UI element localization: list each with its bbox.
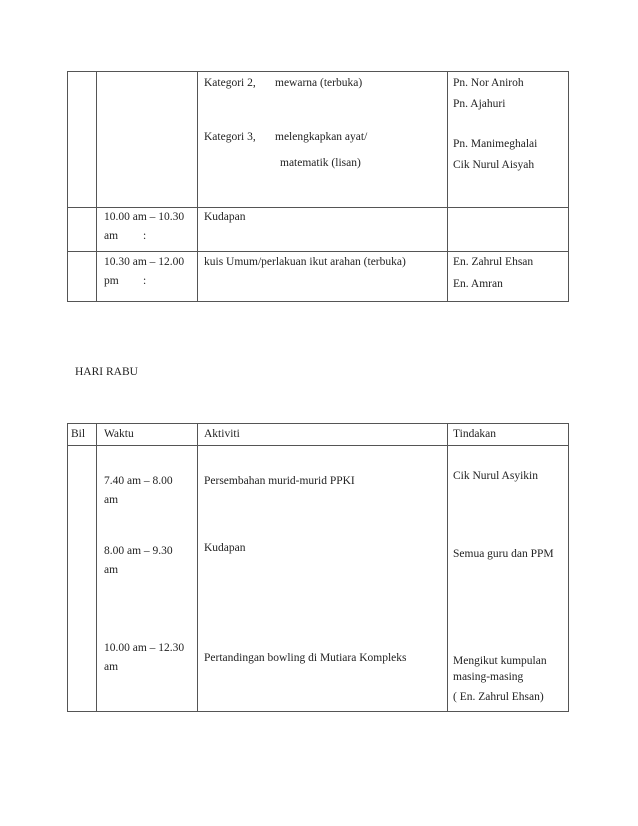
table2-col-divider bbox=[197, 423, 198, 712]
row-activity: Kudapan bbox=[204, 542, 246, 554]
row-time: 10.00 am – 12.30 bbox=[104, 642, 185, 654]
table2-border-top bbox=[67, 423, 569, 424]
kategori2-activity: mewarna (terbuka) bbox=[275, 77, 363, 89]
row-time-colon: : bbox=[143, 230, 147, 242]
row-action: masing-masing bbox=[453, 671, 524, 683]
row-activity: Persembahan murid-murid PPKI bbox=[204, 475, 355, 487]
table2-border-right bbox=[568, 423, 569, 712]
row-time-suffix: am bbox=[104, 564, 119, 576]
row-time: 10.00 am – 10.30 bbox=[104, 211, 185, 223]
row-time-suffix: am bbox=[104, 230, 119, 242]
row-action: Semua guru dan PPM bbox=[453, 548, 554, 560]
row-action: Mengikut kumpulan bbox=[453, 655, 547, 667]
teacher-name: Pn. Manimeghalai bbox=[453, 138, 538, 150]
row-time: 8.00 am – 9.30 bbox=[104, 545, 173, 557]
table2-col-divider bbox=[96, 423, 97, 712]
header-tindakan: Tindakan bbox=[453, 428, 497, 440]
table1-col-divider bbox=[447, 71, 448, 302]
kategori3-activity: melengkapkan ayat/ bbox=[275, 131, 368, 143]
table1-border-bottom bbox=[67, 301, 569, 302]
row-time-suffix: pm bbox=[104, 275, 119, 287]
table2-header-divider bbox=[67, 445, 569, 446]
table2-border-left bbox=[67, 423, 68, 712]
teacher-name: En. Amran bbox=[453, 278, 503, 290]
section-title: HARI RABU bbox=[75, 366, 138, 378]
row-activity: kuis Umum/perlakuan ikut arahan (terbuka) bbox=[204, 256, 406, 268]
header-bil: Bil bbox=[71, 428, 86, 440]
table1-border-top bbox=[67, 71, 569, 72]
teacher-name: Pn. Ajahuri bbox=[453, 98, 506, 110]
table1-border-right bbox=[568, 71, 569, 302]
row-activity: Pertandingan bowling di Mutiara Kompleks bbox=[204, 652, 407, 664]
table2-border-bottom bbox=[67, 711, 569, 712]
row-action: Cik Nurul Asyikin bbox=[453, 470, 538, 482]
teacher-name: Cik Nurul Aisyah bbox=[453, 159, 535, 171]
row-activity: Kudapan bbox=[204, 211, 246, 223]
row-action: ( En. Zahrul Ehsan) bbox=[453, 691, 544, 703]
header-waktu: Waktu bbox=[104, 428, 134, 440]
row-time-suffix: am bbox=[104, 661, 119, 673]
kategori3-activity-line2: matematik (lisan) bbox=[280, 157, 361, 169]
table1-row-divider bbox=[67, 207, 569, 208]
table1-row-divider bbox=[67, 251, 569, 252]
table2-col-divider bbox=[447, 423, 448, 712]
kategori2-label: Kategori 2, bbox=[204, 77, 256, 89]
row-time: 7.40 am – 8.00 bbox=[104, 475, 173, 487]
row-time-colon: : bbox=[143, 275, 147, 287]
row-time-suffix: am bbox=[104, 494, 119, 506]
table1-col-divider bbox=[197, 71, 198, 302]
kategori3-label: Kategori 3, bbox=[204, 131, 256, 143]
teacher-name: En. Zahrul Ehsan bbox=[453, 256, 534, 268]
table1-border-left bbox=[67, 71, 68, 302]
teacher-name: Pn. Nor Aniroh bbox=[453, 77, 524, 89]
row-time: 10.30 am – 12.00 bbox=[104, 256, 185, 268]
table1-col-divider bbox=[96, 71, 97, 302]
header-aktiviti: Aktiviti bbox=[204, 428, 240, 440]
